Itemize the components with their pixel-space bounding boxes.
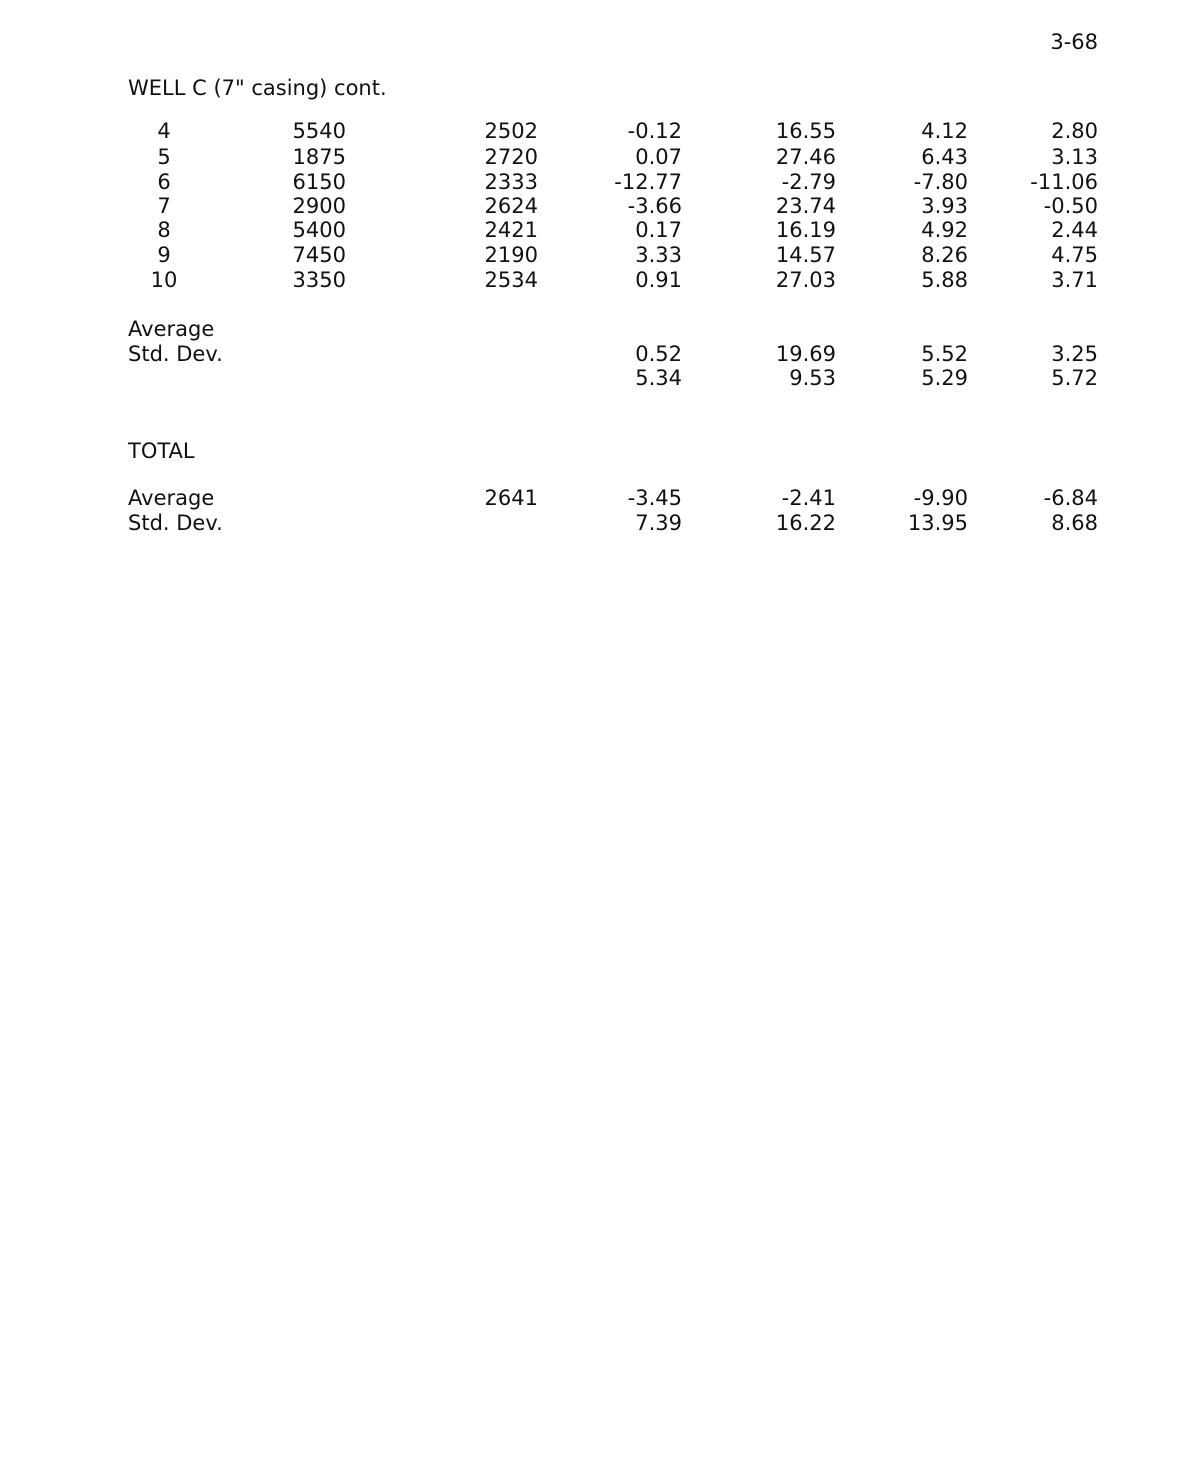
cell-b: 27.46 xyxy=(775,145,836,169)
cell-a: -12.77 xyxy=(614,170,682,194)
average-a: 0.52 xyxy=(635,342,682,366)
cell-b: 16.19 xyxy=(775,218,836,242)
cell-e: 4.75 xyxy=(1051,243,1098,267)
total-average-a: -3.45 xyxy=(627,486,682,510)
cell-n: 4 xyxy=(157,119,171,143)
average-c: 5.52 xyxy=(921,342,968,366)
cell-a: 0.17 xyxy=(635,218,682,242)
cell-b: 14.57 xyxy=(775,243,836,267)
total-average-e: -6.84 xyxy=(1043,486,1098,510)
total-stddev-label: Std. Dev. xyxy=(128,511,223,535)
cell-n: 6 xyxy=(157,170,171,194)
total-average-c: -9.90 xyxy=(913,486,968,510)
cell-depth: 5540 xyxy=(292,119,346,143)
total-stddev-a: 7.39 xyxy=(635,511,682,535)
average-label: Average xyxy=(128,317,215,341)
cell-n: 8 xyxy=(157,218,171,242)
cell-c: 5.88 xyxy=(921,268,968,292)
cell-e: 3.13 xyxy=(1051,145,1098,169)
cell-n: 5 xyxy=(157,145,171,169)
cell-v: 2624 xyxy=(484,194,538,218)
cell-c: 3.93 xyxy=(921,194,968,218)
total-stddev-c: 13.95 xyxy=(907,511,968,535)
total-average-b: -2.41 xyxy=(781,486,836,510)
cell-v: 2190 xyxy=(484,243,538,267)
stddev-b: 9.53 xyxy=(789,366,836,390)
total-average-v: 2641 xyxy=(484,486,538,510)
cell-a: -0.12 xyxy=(627,119,682,143)
cell-e: 2.80 xyxy=(1051,119,1098,143)
cell-depth: 7450 xyxy=(292,243,346,267)
total-stddev-b: 16.22 xyxy=(775,511,836,535)
stddev-c: 5.29 xyxy=(921,366,968,390)
cell-n: 7 xyxy=(157,194,171,218)
cell-n: 10 xyxy=(150,268,178,292)
cell-b: 27.03 xyxy=(775,268,836,292)
section-title: WELL C (7" casing) cont. xyxy=(128,76,387,100)
average-b: 19.69 xyxy=(775,342,836,366)
page-number: 3-68 xyxy=(1050,30,1098,54)
cell-v: 2720 xyxy=(484,145,538,169)
average-e: 3.25 xyxy=(1051,342,1098,366)
cell-v: 2333 xyxy=(484,170,538,194)
stddev-a: 5.34 xyxy=(635,366,682,390)
cell-e: -11.06 xyxy=(1030,170,1098,194)
cell-a: 3.33 xyxy=(635,243,682,267)
cell-b: -2.79 xyxy=(781,170,836,194)
cell-c: 6.43 xyxy=(921,145,968,169)
total-stddev-e: 8.68 xyxy=(1051,511,1098,535)
cell-c: 8.26 xyxy=(921,243,968,267)
cell-c: -7.80 xyxy=(913,170,968,194)
stddev-label: Std. Dev. xyxy=(128,342,223,366)
cell-e: 2.44 xyxy=(1051,218,1098,242)
cell-a: 0.07 xyxy=(635,145,682,169)
cell-depth: 2900 xyxy=(292,194,346,218)
cell-e: 3.71 xyxy=(1051,268,1098,292)
cell-c: 4.12 xyxy=(921,119,968,143)
cell-a: 0.91 xyxy=(635,268,682,292)
cell-n: 9 xyxy=(157,243,171,267)
cell-v: 2502 xyxy=(484,119,538,143)
stddev-e: 5.72 xyxy=(1051,366,1098,390)
cell-depth: 5400 xyxy=(292,218,346,242)
cell-v: 2421 xyxy=(484,218,538,242)
total-heading: TOTAL xyxy=(128,439,195,463)
cell-b: 23.74 xyxy=(775,194,836,218)
total-average-label: Average xyxy=(128,486,215,510)
cell-c: 4.92 xyxy=(921,218,968,242)
cell-v: 2534 xyxy=(484,268,538,292)
cell-depth: 6150 xyxy=(292,170,346,194)
cell-depth: 1875 xyxy=(292,145,346,169)
cell-depth: 3350 xyxy=(292,268,346,292)
cell-a: -3.66 xyxy=(627,194,682,218)
cell-b: 16.55 xyxy=(775,119,836,143)
cell-e: -0.50 xyxy=(1043,194,1098,218)
